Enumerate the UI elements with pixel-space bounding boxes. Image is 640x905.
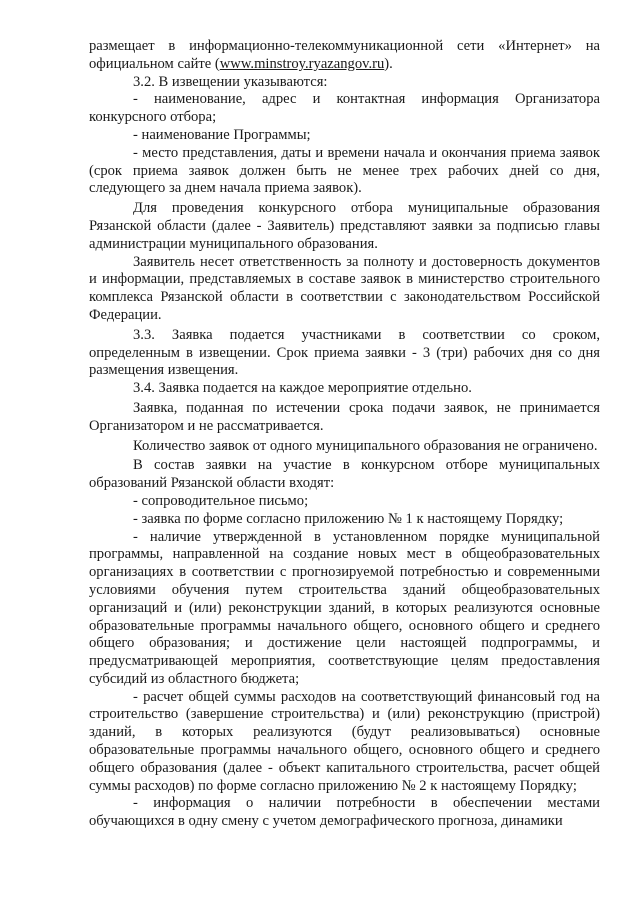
list-item-application-form: - заявка по форме согласно приложению № 1 к настоящему Порядку; [133,510,564,527]
list-item-demand-information: - информация о наличии потребности в обеспечении местами обучающихся в одну смену с учетом демографического прогноза, динамики [89,795,600,830]
list-item-program-name: - наименование Программы; [133,126,311,143]
list-item-submission-place-dates: - место представления, даты и времени начала и окончания приема заявок (срок приема заявок должен быть не менее трех рабочих дней со дня, следующего за днем начала приема заявок). [89,144,600,197]
paragraph-publication-site [89,38,600,74]
paragraph-application-contents: В состав заявки на участие в конкурсном отборе муниципальных образований Рязанской области входят: [89,457,600,492]
paragraph-section-3-2: 3.2. В извещении указываются: [133,73,328,90]
paragraph-section-3-4: 3.4. Заявка подается на каждое мероприятие отдельно. [133,380,472,397]
website-link[interactable]: www.minstroy.ryazangov.ru [219,55,385,72]
paragraph-late-applications: Заявка, поданная по истечении срока подачи заявок, не принимается Организатором и не рассматривается. [89,399,600,434]
paragraph-application-count: Количество заявок от одного муниципального образования не ограничено. [133,437,598,454]
list-item-municipal-program: - наличие утвержденной в установленном порядке муниципальной программы, направленной на создание новых мест в общеобразовательных организациях в соответствии с прогнозируемой потребностью и современными условиями обучения путем строительства зданий общеобразовательных организаций и (или) реконструкции зданий, в которых реализуются основные образовательные программы начального общего, основного общего и среднего общего образования; и достижение цели настоящей подпрограммы, и предусматривающей мероприятия, соответствующие целям предоставления субсидий из областного бюджета; [89,528,600,687]
list-item-expense-calculation: - расчет общей суммы расходов на соответствующий финансовый год на строительство (завершение строительства) и (или) реконструкцию (пристрой) зданий, в которых реализуются (будут реализовываться) основные образовательные программы начального общего, основного общего и среднего общего образования (далее - объект капитального строительства, расчет общей суммы расходов) по форме согласно приложению № 2 к настоящему Порядку; [89,688,600,794]
paragraph-section-3-3: 3.3. Заявка подается участниками в соответствии со сроком, определенным в извещении. Срок приема заявки - 3 (три) рабочих дня со дня размещения извещения. [89,326,600,379]
document-body [89,38,600,831]
paragraph-applicant-responsibility: Заявитель несет ответственность за полноту и достоверность документов и информации, представляемых в составе заявок в министерство строительного комплекса Рязанской области в соответствии с законодательством Российской Федерации. [89,253,600,323]
paragraph-applicants: Для проведения конкурсного отбора муниципальные образования Рязанской области (далее - Заявитель) представляют заявки за подписью главы администрации муниципального образования. [89,200,600,252]
list-item-organizer-info: - наименование, адрес и контактная информация Организатора конкурсного отбора; [89,91,600,126]
paragraph-text: размещает в информационно-телекоммуникационной сети «Интернет» на официальном сайте ( [89,38,600,72]
paragraph-text: ). [384,55,393,72]
list-item-cover-letter: - сопроводительное письмо; [133,492,309,509]
